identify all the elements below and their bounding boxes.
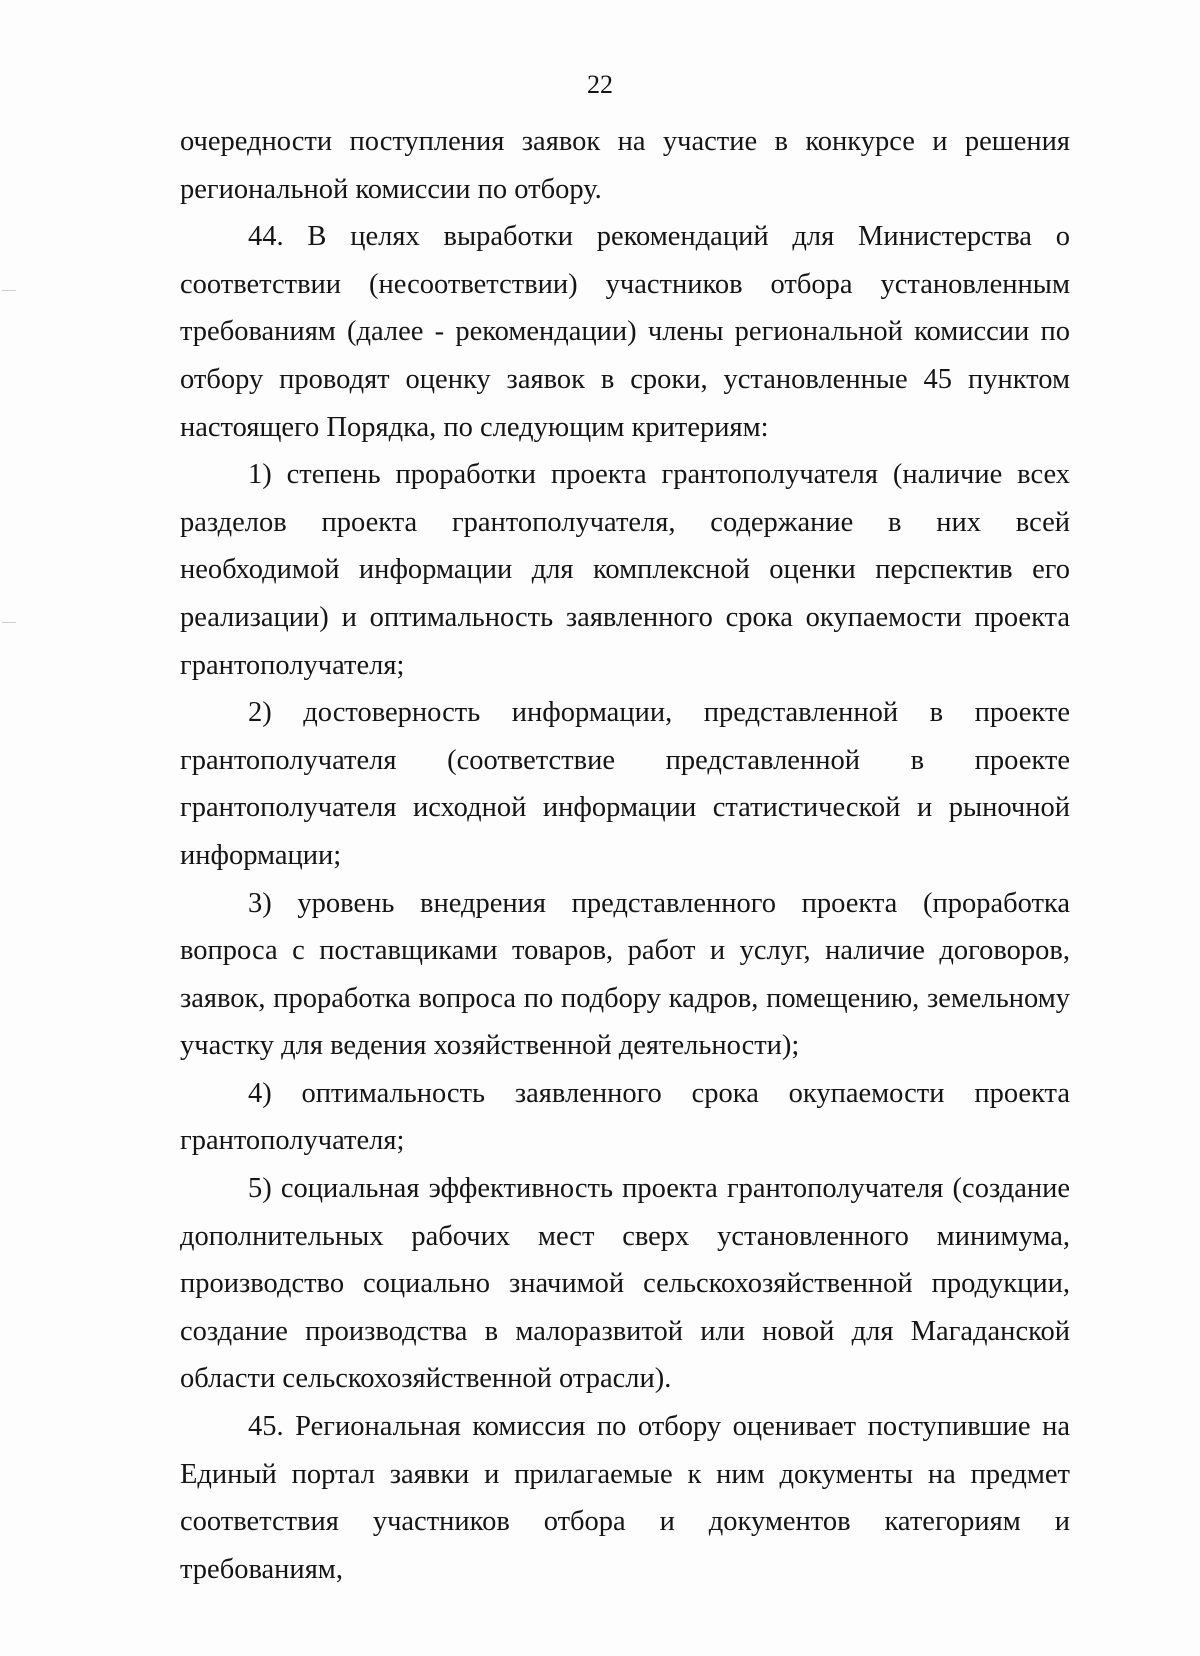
scan-edge-mark: [2, 290, 16, 291]
scan-edge-mark: [2, 622, 16, 623]
paragraph-criterion-2: 2) достоверность информации, представленной в проекте грантополучателя (соответствие представленной в проекте грантополучателя исходной информации статистической и рыночной информации;: [180, 697, 1070, 871]
paragraph-criterion-3: 3) уровень внедрения представленного проекта (проработка вопроса с поставщиками товаров, работ и услуг, наличие договоров, заявок, проработка вопроса по подбору кадров, помещению, земельному участку для ведения хозяйственной деятельности);: [180, 887, 1070, 1062]
document-body: [180, 118, 1070, 1593]
paragraph-continuation: очередности поступления заявок на участие в конкурсе и решения региональной комиссии по отбору.: [180, 126, 1070, 205]
paragraph-criterion-1: 1) степень проработки проекта грантополучателя (наличие всех разделов проекта грантополучателя, содержание в них всей необходимой информации для комплексной оценки перспектив его реализации) и оптимальность заявленного срока окупаемости проекта грантополучателя;: [180, 459, 1070, 681]
paragraph-criterion-5: 5) социальная эффективность проекта грантополучателя (создание дополнительных рабочих мест сверх установленного минимума, производство социально значимой сельскохозяйственной продукции, создание производства в малоразвитой или новой для Магаданской области сельскохозяйственной отрасли).: [180, 1173, 1070, 1395]
paragraph-item-44: 44. В целях выработки рекомендаций для Министерства о соответствии (несоответствии) участников отбора установленным требованиям (далее - рекомендации) члены региональной комиссии по отбору проводят оценку заявок в сроки, установленные 45 пунктом настоящего Порядка, по следующим критериям:: [180, 221, 1070, 443]
paragraph-criterion-4: 4) оптимальность заявленного срока окупаемости проекта грантополучателя;: [180, 1077, 1070, 1157]
paragraph-item-45: 45. Региональная комиссия по отбору оценивает поступившие на Единый портал заявки и прилагаемые к ним документы на предмет соответствия участников отбора и документов категориям и требованиям,: [180, 1411, 1070, 1585]
page-number: 22: [587, 70, 613, 99]
